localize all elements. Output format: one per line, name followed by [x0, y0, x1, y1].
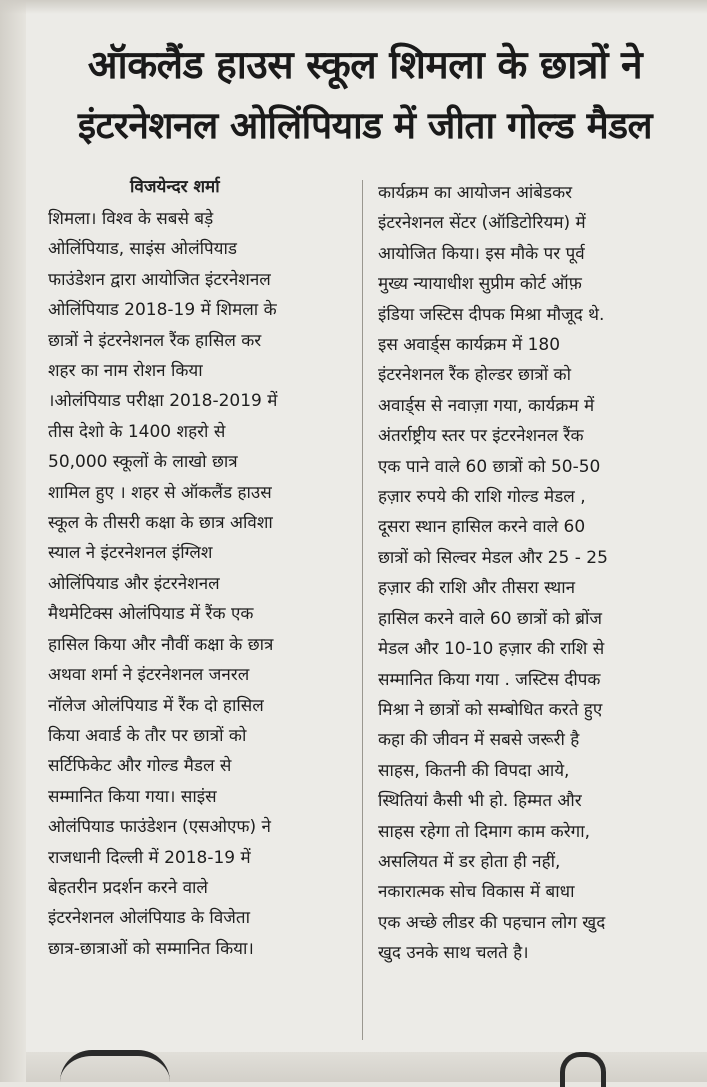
text-line: हज़ार की राशि और तीसरा स्थान — [378, 578, 576, 599]
text-line: शिमला। विश्व के सबसे बड़े — [48, 209, 214, 229]
text-line: बेहतरीन प्रदर्शन करने वाले — [48, 877, 208, 898]
text-line: इंटरनेशनल रैंक होल्डर छात्रों को — [378, 365, 571, 386]
text-line: ओलिंपियाड 2018-19 में शिमला के — [48, 300, 277, 321]
text-line: राजधानी दिल्ली में 2018-19 में — [48, 847, 251, 868]
text-line: अवार्ड्स से नवाज़ा गया, कार्यक्रम में — [378, 395, 595, 416]
text-line: मैथमेटिक्स ओलंपियाड में रैंक एक — [48, 604, 254, 625]
text-line: एक पाने वाले 60 छात्रों को 50-50 — [378, 456, 601, 477]
text-line: कार्यक्रम का आयोजन आंबेडकर — [378, 183, 573, 203]
text-line: सम्मानित किया गया। साइंस — [48, 786, 217, 807]
text-line: सम्मानित किया गया . जस्टिस दीपक — [378, 669, 601, 690]
column-divider — [362, 180, 363, 1040]
text-line: स्कूल के तीसरी कक्षा के छात्र अविशा — [48, 513, 273, 534]
text-line: हासिल किया और नौवीं कक्षा के छात्र — [48, 634, 274, 655]
text-line: इंटरनेशनल सेंटर (ऑडिटोरियम) में — [378, 213, 586, 234]
text-line: साहस, कितनी की विपदा आये, — [378, 760, 570, 781]
text-line: ।ओलंपियाड परीक्षा 2018-2019 में — [48, 391, 278, 412]
article-column-right — [378, 178, 678, 969]
text-line: स्याल ने इंटरनेशनल इंग्लिश — [48, 543, 213, 564]
text-line: अंतर्राष्ट्रीय स्तर पर इंटरनेशनल रैंक — [378, 426, 584, 447]
text-line: मेडल और 10-10 हज़ार की राशि से — [378, 639, 605, 660]
headline-line-1: ऑकलैंड हाउस स्कूल शिमला के छात्रों ने — [87, 43, 643, 88]
text-line: ओलंपियाड फाउंडेशन (एसओएफ) ने — [48, 817, 271, 838]
text-line: हज़ार रुपये की राशि गोल्ड मेडल , — [378, 487, 586, 508]
text-line: छात्र-छात्राओं को सम्मानित किया। — [48, 938, 254, 959]
text-line: सर्टिफिकेट और गोल्ड मैडल से — [48, 756, 232, 777]
cropped-next-headline-glyph — [60, 1050, 170, 1082]
text-line: ओलिंपियाड और इंटरनेशनल — [48, 573, 220, 594]
text-line: आयोजित किया। इस मौके पर पूर्व — [378, 243, 585, 264]
text-line: हासिल करने वाले 60 छात्रों को ब्रोंज — [378, 608, 603, 629]
byline: विजयेन्दर शर्मा — [130, 177, 220, 197]
text-line: स्थितियां कैसी भी हो. हिम्मत और — [378, 791, 582, 812]
text-line: शहर का नाम रोशन किया — [48, 361, 203, 382]
text-line: शामिल हुए । शहर से ऑकलैंड हाउस — [48, 482, 272, 503]
text-line: असलियत में डर होता ही नहीं, — [378, 851, 561, 872]
text-line: दूसरा स्थान हासिल करने वाले 60 — [378, 517, 586, 538]
text-line: साहस रहेगा तो दिमाग काम करेगा, — [378, 821, 591, 842]
text-line: तीस देशो के 1400 शहरो से — [48, 421, 226, 442]
scan-edge — [0, 0, 26, 1082]
scan-shadow — [0, 0, 707, 14]
text-line: नकारात्मक सोच विकास में बाधा — [378, 882, 575, 903]
text-line: इंटरनेशनल ओलंपियाड के विजेता — [48, 908, 250, 929]
text-line: अथवा शर्मा ने इंटरनेशनल जनरल — [48, 665, 250, 686]
text-line: खुद उनके साथ चलते है। — [378, 943, 529, 964]
article-column-left — [48, 204, 350, 964]
text-line: मुख्य न्यायाधीश सुप्रीम कोर्ट ऑफ़ — [378, 274, 582, 295]
text-line: कहा की जीवन में सबसे जरूरी है — [378, 730, 580, 751]
text-line: ओलिंपियाड, साइंस ओलंपियाड — [48, 239, 238, 260]
text-line: किया अवार्ड के तौर पर छात्रों को — [48, 725, 247, 746]
text-line: छात्रों को सिल्वर मेडल और 25 - 25 — [378, 547, 608, 568]
text-line: इस अवार्ड्स कार्यक्रम में 180 — [378, 335, 561, 356]
text-line: 50,000 स्कूलों के लाखो छात्र — [48, 452, 238, 473]
text-line: छात्रों ने इंटरनेशनल रैंक हासिल कर — [48, 330, 262, 351]
text-line: मिश्रा ने छात्रों को सम्बोधित करते हुए — [378, 699, 603, 720]
headline-line-2: इंटरनेशनल ओलिंपियाड में जीता गोल्ड मैडल — [77, 104, 653, 147]
text-line: इंडिया जस्टिस दीपक मिश्रा मौजूद थे. — [378, 304, 605, 325]
text-line: एक अच्छे लीडर की पहचान लोग खुद — [378, 912, 606, 933]
text-line: फाउंडेशन द्वारा आयोजित इंटरनेशनल — [48, 269, 271, 290]
text-line: नॉलेज ओलंपियाड में रैंक दो हासिल — [48, 695, 264, 716]
